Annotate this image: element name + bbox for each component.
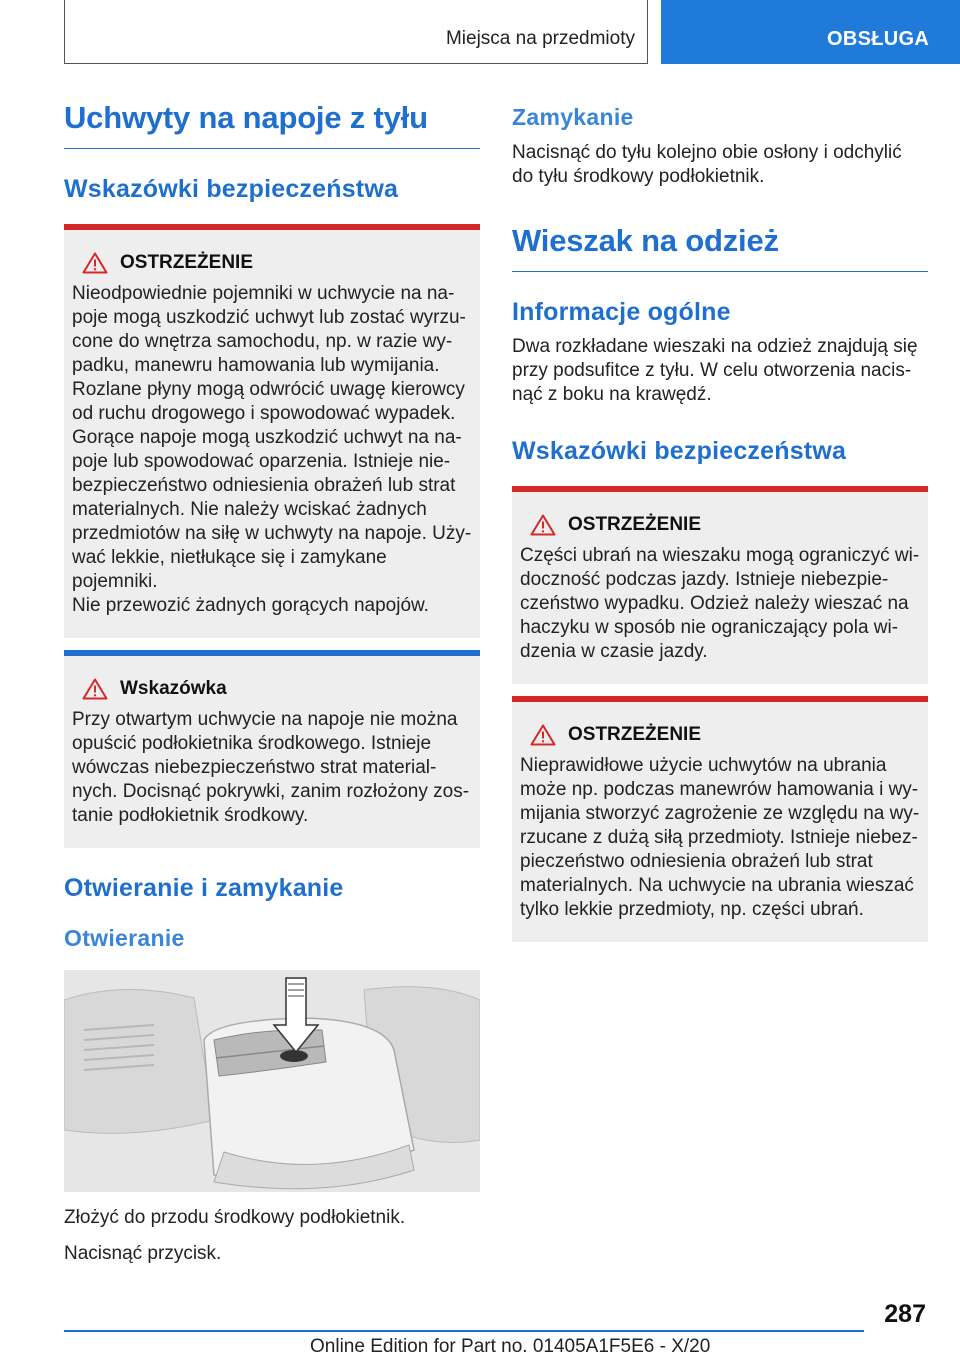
general-info-heading: Informacje ogólne — [512, 298, 731, 326]
warning-box-cupholders — [64, 224, 480, 638]
warning-text: Nieodpowiednie pojemniki w uchwycie na na- poje mogą uszkodzić uchwyt lub zostać wyrzu- cone do wnętrza samochodu, np. w razie wy- padku, manewru hamowania lub wymijania. Rozlane płyny mogą odwrócić uwagę kierowcy od ruchu drogowego i spowodować wypadek. Gorące napoje mogą uszkodzić uchwyt na na- poje lub spowodować oparzenia. Istnieje nie- bezpieczeństwo odniesienia obrażeń lub strat materialnych. Nie należy wciskać żadnych przedmiotów na siłę w uchwyty na napoje. Uży- wać lekkie, nietłukące się i zamykane pojemniki. Nie przewozić żadnych gorących napojów. — [72, 283, 472, 616]
safety-heading-left: Wskazówki bezpieczeństwa — [64, 175, 399, 203]
footer-edition-text: Online Edition for Part no. 01405A1F5E6 - X/20 — [310, 1336, 711, 1357]
warning-title: OSTRZEŻENIE — [568, 724, 702, 745]
closing-text: Nacisnąć do tyłu kolejno obie osłony i odchylić do tyłu środkowy podłokietnik. — [512, 142, 902, 187]
left-column — [64, 100, 480, 1266]
open-close-heading: Otwieranie i zamykanie — [64, 874, 344, 902]
page-title-coat-hooks: Wieszak na odzież — [512, 223, 928, 272]
step-fold-armrest: Złożyć do przodu środkowy podłokietnik. — [64, 1207, 406, 1228]
warning-text: Części ubrań na wieszaku mogą ograniczyć wi- doczność podczas jazdy. Istnieje niebezpie- czeństwo wypadku. Odzież należy wieszać na haczyku w sposób nie ograniczający pola wi- dzenia w czasie jazdy. — [520, 545, 920, 662]
footer-divider — [64, 1330, 864, 1332]
warning-title: OSTRZEŻENIE — [120, 252, 254, 273]
header-section-title: Miejsca na przedmioty — [445, 28, 635, 49]
warning-triangle-icon — [530, 514, 556, 536]
hint-text: Przy otwartym uchwycie na napoje nie można opuścić podłokietnika środkowego. Istnieje wówczas niebezpieczeństwo strat material- nych. Docisnąć pokrywki, zanim rozłożony zos- tanie podłokietnik środkowy. — [72, 709, 470, 826]
armrest-illustration — [64, 970, 480, 1192]
warning-box-projectiles — [512, 696, 928, 942]
general-info-text: Dwa rozkładane wieszaki na odzież znajdują się przy podsufitce z tyłu. W celu otworzenia nacis- nąć z boku na krawędź. — [512, 336, 918, 405]
page-title-cupholders: Uchwyty na napoje z tyłu — [64, 100, 480, 149]
hint-box-armrest — [64, 650, 480, 848]
warning-triangle-icon — [82, 678, 108, 700]
warning-triangle-icon — [530, 724, 556, 746]
armrest-image — [64, 970, 480, 1192]
warning-text: Nieprawidłowe użycie uchwytów na ubrania może np. podczas manewrów hamowania i wy- mijania stworzyć zagrożenie ze względu na wy- rzucane z dużą siłą przedmioty. Istnieje niebez- pieczeństwo odniesienia obrażeń lub strat materialnych. Na uchwycie na ubrania wieszać tylko lekkie przedmioty, np. części ubrań. — [520, 755, 920, 920]
step-press-button: Nacisnąć przycisk. — [64, 1243, 222, 1264]
warning-title: OSTRZEŻENIE — [568, 514, 702, 535]
header-box — [64, 0, 648, 64]
header-chapter-tab[interactable]: OBSŁUGA — [661, 0, 960, 64]
closing-heading: Zamykanie — [512, 104, 634, 130]
warning-box-visibility — [512, 486, 928, 684]
opening-heading: Otwieranie — [64, 925, 185, 951]
right-column — [512, 104, 928, 942]
warning-triangle-icon — [82, 252, 108, 274]
hint-title: Wskazówka — [120, 678, 227, 699]
safety-heading-right: Wskazówki bezpieczeństwa — [512, 437, 847, 465]
page-number: 287 — [884, 1300, 926, 1328]
